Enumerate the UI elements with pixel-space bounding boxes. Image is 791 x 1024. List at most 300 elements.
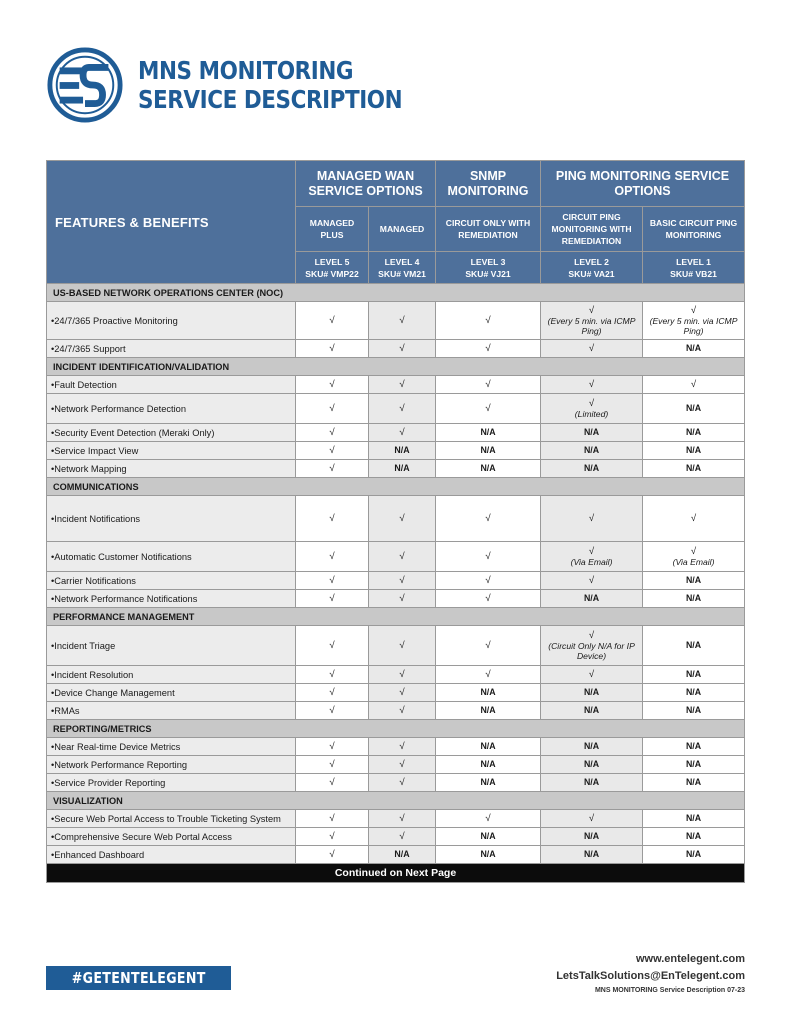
not-available-label: N/A (685, 687, 702, 697)
not-available-label: N/A (480, 463, 496, 473)
table-row (47, 846, 745, 864)
table-row (47, 626, 745, 666)
section-heading: VISUALIZATION (47, 792, 745, 810)
table-cell (541, 460, 643, 478)
table-cell (369, 702, 436, 720)
column-header-level (643, 252, 745, 284)
table-cell (369, 756, 436, 774)
feature-label: •Comprehensive Secure Web Portal Access (47, 828, 296, 846)
check-mark-icon: √ (690, 513, 697, 524)
table-cell (369, 666, 436, 684)
not-available-label: N/A (685, 575, 702, 585)
column-header-level (369, 252, 436, 284)
table-cell (436, 684, 541, 702)
feature-label: •Automatic Customer Notifications (47, 542, 296, 572)
check-mark-icon: √ (329, 831, 335, 842)
feature-label: •Incident Resolution (47, 666, 296, 684)
table-cell (369, 394, 436, 424)
cell-note: (Limited) (574, 409, 609, 419)
check-mark-icon: √ (690, 546, 697, 557)
table-cell (643, 302, 745, 340)
check-mark-icon: √ (485, 551, 491, 562)
table-cell (643, 542, 745, 572)
table-row (47, 496, 745, 542)
table-row (47, 590, 745, 608)
column-header-level (541, 252, 643, 284)
table-row (47, 738, 745, 756)
check-mark-icon: √ (399, 640, 405, 651)
table-cell (369, 424, 436, 442)
group-header-managed-wan: MANAGED WAN SERVICE OPTIONS (296, 161, 436, 207)
sku-label: SKU# VB21 (670, 268, 717, 279)
check-mark-icon: √ (399, 427, 405, 438)
table-cell (643, 738, 745, 756)
check-mark-icon: √ (329, 445, 335, 456)
not-available-label: N/A (394, 849, 410, 859)
table-cell (296, 572, 369, 590)
check-mark-icon: √ (329, 705, 335, 716)
check-mark-icon: √ (690, 379, 697, 390)
table-cell (369, 738, 436, 756)
table-cell (296, 684, 369, 702)
feature-label: •Incident Triage (47, 626, 296, 666)
table-cell (436, 846, 541, 864)
cell-note: (Via Email) (672, 557, 715, 567)
table-cell (643, 810, 745, 828)
check-mark-icon: √ (485, 640, 491, 651)
table-cell (369, 496, 436, 542)
table-cell (369, 810, 436, 828)
contact-block (556, 951, 745, 997)
table-cell (541, 496, 643, 542)
not-available-label: N/A (480, 427, 496, 437)
check-mark-icon: √ (329, 741, 335, 752)
table-cell (643, 846, 745, 864)
feature-label: •Secure Web Portal Access to Trouble Ticketing System (47, 810, 296, 828)
table-cell (643, 626, 745, 666)
table-row (47, 756, 745, 774)
title-line-1: MNS MONITORING (138, 56, 354, 85)
table-cell (436, 828, 541, 846)
not-available-label: N/A (685, 403, 702, 413)
email-link[interactable]: LetsTalkSolutions@EnTelegent.com (556, 970, 745, 982)
check-mark-icon: √ (588, 575, 595, 586)
table-cell (369, 340, 436, 358)
table-cell (296, 340, 369, 358)
table-cell (369, 376, 436, 394)
not-available-label: N/A (685, 777, 702, 787)
check-mark-icon: √ (485, 315, 491, 326)
level-label: LEVEL 1 (676, 256, 711, 267)
section-heading: REPORTING/METRICS (47, 720, 745, 738)
table-cell (296, 756, 369, 774)
table-cell (296, 810, 369, 828)
check-mark-icon: √ (329, 669, 335, 680)
section-heading: US-BASED NETWORK OPERATIONS CENTER (NOC) (47, 284, 745, 302)
check-mark-icon: √ (399, 593, 405, 604)
check-mark-icon: √ (329, 343, 335, 354)
table-cell (436, 496, 541, 542)
sku-label: SKU# VJ21 (465, 268, 511, 279)
not-available-label: N/A (480, 831, 496, 841)
table-cell (436, 626, 541, 666)
not-available-label: N/A (685, 849, 702, 859)
not-available-label: N/A (583, 463, 600, 473)
table-cell (436, 376, 541, 394)
table-cell (541, 572, 643, 590)
table-cell (541, 810, 643, 828)
check-mark-icon: √ (329, 849, 335, 860)
table-cell (643, 590, 745, 608)
table-cell (643, 572, 745, 590)
not-available-label: N/A (480, 777, 496, 787)
table-row (47, 774, 745, 792)
not-available-label: N/A (685, 463, 702, 473)
table-cell (541, 340, 643, 358)
check-mark-icon: √ (485, 513, 491, 524)
feature-label: •Incident Notifications (47, 496, 296, 542)
table-row (47, 394, 745, 424)
table-cell (643, 702, 745, 720)
feature-label: •RMAs (47, 702, 296, 720)
table-cell (541, 666, 643, 684)
features-benefits-header: FEATURES & BENEFITS (47, 161, 296, 284)
not-available-label: N/A (480, 759, 496, 769)
table-cell (541, 828, 643, 846)
not-available-label: N/A (685, 741, 702, 751)
check-mark-icon: √ (690, 305, 697, 316)
table-cell (436, 302, 541, 340)
not-available-label: N/A (685, 669, 702, 679)
check-mark-icon: √ (329, 777, 335, 788)
table-row (47, 572, 745, 590)
check-mark-icon: √ (329, 379, 335, 390)
group-header-snmp: SNMP MONITORING (436, 161, 541, 207)
table-cell (296, 424, 369, 442)
table-row (47, 340, 745, 358)
column-header-name: BASIC CIRCUIT PING MONITORING (643, 207, 745, 252)
feature-label: •Carrier Notifications (47, 572, 296, 590)
level-label: LEVEL 2 (574, 256, 609, 267)
table-cell (296, 302, 369, 340)
not-available-label: N/A (685, 640, 702, 650)
table-cell (643, 424, 745, 442)
check-mark-icon: √ (329, 575, 335, 586)
check-mark-icon: √ (588, 813, 595, 824)
not-available-label: N/A (685, 427, 702, 437)
table-cell (541, 590, 643, 608)
check-mark-icon: √ (399, 687, 405, 698)
check-mark-icon: √ (485, 813, 491, 824)
cell-note: (Via Email) (570, 557, 613, 567)
table-row (47, 828, 745, 846)
table-cell (436, 460, 541, 478)
section-row (47, 358, 745, 376)
not-available-label: N/A (480, 445, 496, 455)
page-title (138, 56, 445, 114)
feature-label: •Network Mapping (47, 460, 296, 478)
table-cell (369, 542, 436, 572)
section-row (47, 478, 745, 496)
level-label: LEVEL 3 (470, 256, 506, 267)
table-cell (541, 442, 643, 460)
check-mark-icon: √ (399, 669, 405, 680)
table-cell (296, 774, 369, 792)
table-cell (296, 626, 369, 666)
check-mark-icon: √ (399, 343, 405, 354)
check-mark-icon: √ (588, 343, 595, 354)
column-header-name: MANAGED PLUS (296, 207, 369, 252)
table-cell (369, 828, 436, 846)
not-available-label: N/A (583, 687, 600, 697)
check-mark-icon: √ (329, 687, 335, 698)
check-mark-icon: √ (329, 427, 335, 438)
sku-label: SKU# VA21 (568, 268, 615, 279)
not-available-label: N/A (394, 445, 410, 455)
table-cell (541, 774, 643, 792)
document-reference: MNS MONITORING Service Description 07-23 (594, 987, 745, 994)
table-row (47, 376, 745, 394)
table-cell (369, 774, 436, 792)
check-mark-icon: √ (329, 551, 335, 562)
table-row (47, 542, 745, 572)
table-cell (643, 756, 745, 774)
cell-note: (Every 5 min. via ICMP Ping) (649, 316, 738, 336)
check-mark-icon: √ (329, 463, 335, 474)
check-mark-icon: √ (399, 705, 405, 716)
table-cell (296, 590, 369, 608)
table-cell (296, 702, 369, 720)
not-available-label: N/A (685, 831, 702, 841)
table-cell (541, 846, 643, 864)
feature-label: •Near Real-time Device Metrics (47, 738, 296, 756)
table-row (47, 810, 745, 828)
not-available-label: N/A (583, 593, 600, 603)
table-row (47, 702, 745, 720)
table-cell (436, 340, 541, 358)
level-label: LEVEL 5 (314, 256, 350, 267)
section-row (47, 792, 745, 810)
not-available-label: N/A (480, 741, 496, 751)
table-row (47, 460, 745, 478)
table-cell (436, 666, 541, 684)
check-mark-icon: √ (329, 403, 335, 414)
level-label: LEVEL 4 (384, 256, 420, 267)
table-cell (643, 442, 745, 460)
check-mark-icon: √ (399, 777, 405, 788)
table-cell (541, 376, 643, 394)
column-header-name: MANAGED (369, 207, 436, 252)
table-cell (436, 810, 541, 828)
feature-label: •Network Performance Detection (47, 394, 296, 424)
hashtag-text: #GETENTELEGENT (71, 969, 206, 987)
section-row (47, 720, 745, 738)
table-cell (436, 442, 541, 460)
cell-note: (Circuit Only N/A for IP Device) (548, 641, 635, 661)
table-row (47, 684, 745, 702)
table-row (47, 666, 745, 684)
not-available-label: N/A (685, 705, 702, 715)
check-mark-icon: √ (588, 669, 595, 680)
not-available-label: N/A (480, 705, 496, 715)
check-mark-icon: √ (588, 305, 595, 316)
check-mark-icon: √ (399, 315, 405, 326)
feature-label: •Service Impact View (47, 442, 296, 460)
table-cell (643, 666, 745, 684)
table-cell (643, 394, 745, 424)
section-heading: INCIDENT IDENTIFICATION/VALIDATION (47, 358, 745, 376)
check-mark-icon: √ (588, 630, 595, 641)
feature-label: •Enhanced Dashboard (47, 846, 296, 864)
table-cell (436, 394, 541, 424)
table-cell (643, 684, 745, 702)
section-heading: PERFORMANCE MANAGEMENT (47, 608, 745, 626)
feature-label: •Device Change Management (47, 684, 296, 702)
table-cell (296, 828, 369, 846)
feature-label: •Fault Detection (47, 376, 296, 394)
check-mark-icon: √ (329, 513, 335, 524)
table-cell (436, 590, 541, 608)
not-available-label: N/A (583, 759, 600, 769)
table-cell (643, 460, 745, 478)
not-available-label: N/A (685, 343, 702, 353)
table-cell (296, 460, 369, 478)
column-header-name: CIRCUIT PING MONITORING WITH REMEDIATION (541, 207, 643, 252)
check-mark-icon: √ (399, 831, 405, 842)
not-available-label: N/A (394, 463, 410, 473)
check-mark-icon: √ (588, 398, 595, 409)
table-body (47, 284, 745, 864)
check-mark-icon: √ (399, 551, 405, 562)
table-cell (541, 394, 643, 424)
group-header-ping: PING MONITORING SERVICE OPTIONS (541, 161, 745, 207)
check-mark-icon: √ (329, 640, 335, 651)
table-cell (436, 774, 541, 792)
check-mark-icon: √ (485, 575, 491, 586)
continued-notice: Continued on Next Page (47, 864, 745, 883)
title-line-2: SERVICE DESCRIPTION (138, 85, 403, 114)
not-available-label: N/A (583, 741, 600, 751)
table-cell (296, 666, 369, 684)
column-header-level (296, 252, 369, 284)
feature-label: •24/7/365 Proactive Monitoring (47, 302, 296, 340)
not-available-label: N/A (583, 849, 600, 859)
feature-label: •Service Provider Reporting (47, 774, 296, 792)
table-cell (541, 702, 643, 720)
website-link[interactable]: www.entelegent.com (635, 953, 745, 965)
check-mark-icon: √ (588, 379, 595, 390)
check-mark-icon: √ (399, 813, 405, 824)
table-cell (296, 738, 369, 756)
table-cell (369, 684, 436, 702)
table-cell (369, 460, 436, 478)
not-available-label: N/A (583, 705, 600, 715)
feature-label: •24/7/365 Support (47, 340, 296, 358)
table-cell (296, 846, 369, 864)
check-mark-icon: √ (399, 575, 405, 586)
check-mark-icon: √ (399, 759, 405, 770)
table-cell (436, 424, 541, 442)
table-cell (296, 496, 369, 542)
table-cell (436, 702, 541, 720)
feature-label: •Security Event Detection (Meraki Only) (47, 424, 296, 442)
section-heading: COMMUNICATIONS (47, 478, 745, 496)
column-header-name: CIRCUIT ONLY WITH REMEDIATION (436, 207, 541, 252)
not-available-label: N/A (583, 777, 600, 787)
section-row (47, 608, 745, 626)
table-row (47, 302, 745, 340)
table-cell (436, 756, 541, 774)
entelegent-logo-icon (46, 46, 124, 124)
check-mark-icon: √ (485, 343, 491, 354)
check-mark-icon: √ (329, 813, 335, 824)
table-cell (643, 774, 745, 792)
not-available-label: N/A (685, 813, 702, 823)
table-cell (296, 442, 369, 460)
table-cell (541, 684, 643, 702)
check-mark-icon: √ (485, 403, 491, 414)
table-cell (643, 376, 745, 394)
table-cell (541, 756, 643, 774)
column-header-level (436, 252, 541, 284)
table-row (47, 424, 745, 442)
check-mark-icon: √ (329, 593, 335, 604)
check-mark-icon: √ (329, 315, 335, 326)
not-available-label: N/A (583, 831, 600, 841)
table-cell (369, 302, 436, 340)
table-cell (296, 542, 369, 572)
check-mark-icon: √ (399, 741, 405, 752)
table-cell (369, 572, 436, 590)
sku-label: SKU# VM21 (378, 268, 426, 279)
table-cell (643, 828, 745, 846)
table-cell (541, 738, 643, 756)
table-cell (296, 394, 369, 424)
table-cell (436, 738, 541, 756)
check-mark-icon: √ (485, 593, 491, 604)
section-row (47, 284, 745, 302)
table-cell (643, 340, 745, 358)
table-cell (369, 442, 436, 460)
table-cell (541, 302, 643, 340)
not-available-label: N/A (583, 427, 600, 437)
not-available-label: N/A (583, 445, 600, 455)
not-available-label: N/A (685, 445, 702, 455)
table-cell (541, 626, 643, 666)
check-mark-icon: √ (588, 513, 595, 524)
check-mark-icon: √ (485, 379, 491, 390)
table-cell (436, 572, 541, 590)
feature-label: •Network Performance Reporting (47, 756, 296, 774)
table-cell (369, 590, 436, 608)
check-mark-icon: √ (399, 513, 405, 524)
table-cell (369, 626, 436, 666)
table-cell (296, 376, 369, 394)
check-mark-icon: √ (485, 669, 491, 680)
table-cell (369, 846, 436, 864)
check-mark-icon: √ (399, 403, 405, 414)
check-mark-icon: √ (399, 379, 405, 390)
table-row (47, 442, 745, 460)
not-available-label: N/A (685, 759, 702, 769)
not-available-label: N/A (480, 687, 496, 697)
service-comparison-table (46, 160, 745, 883)
sku-label: SKU# VMP22 (305, 268, 359, 279)
check-mark-icon: √ (588, 546, 595, 557)
page-header (46, 46, 445, 124)
table-cell (541, 542, 643, 572)
table-cell (643, 496, 745, 542)
